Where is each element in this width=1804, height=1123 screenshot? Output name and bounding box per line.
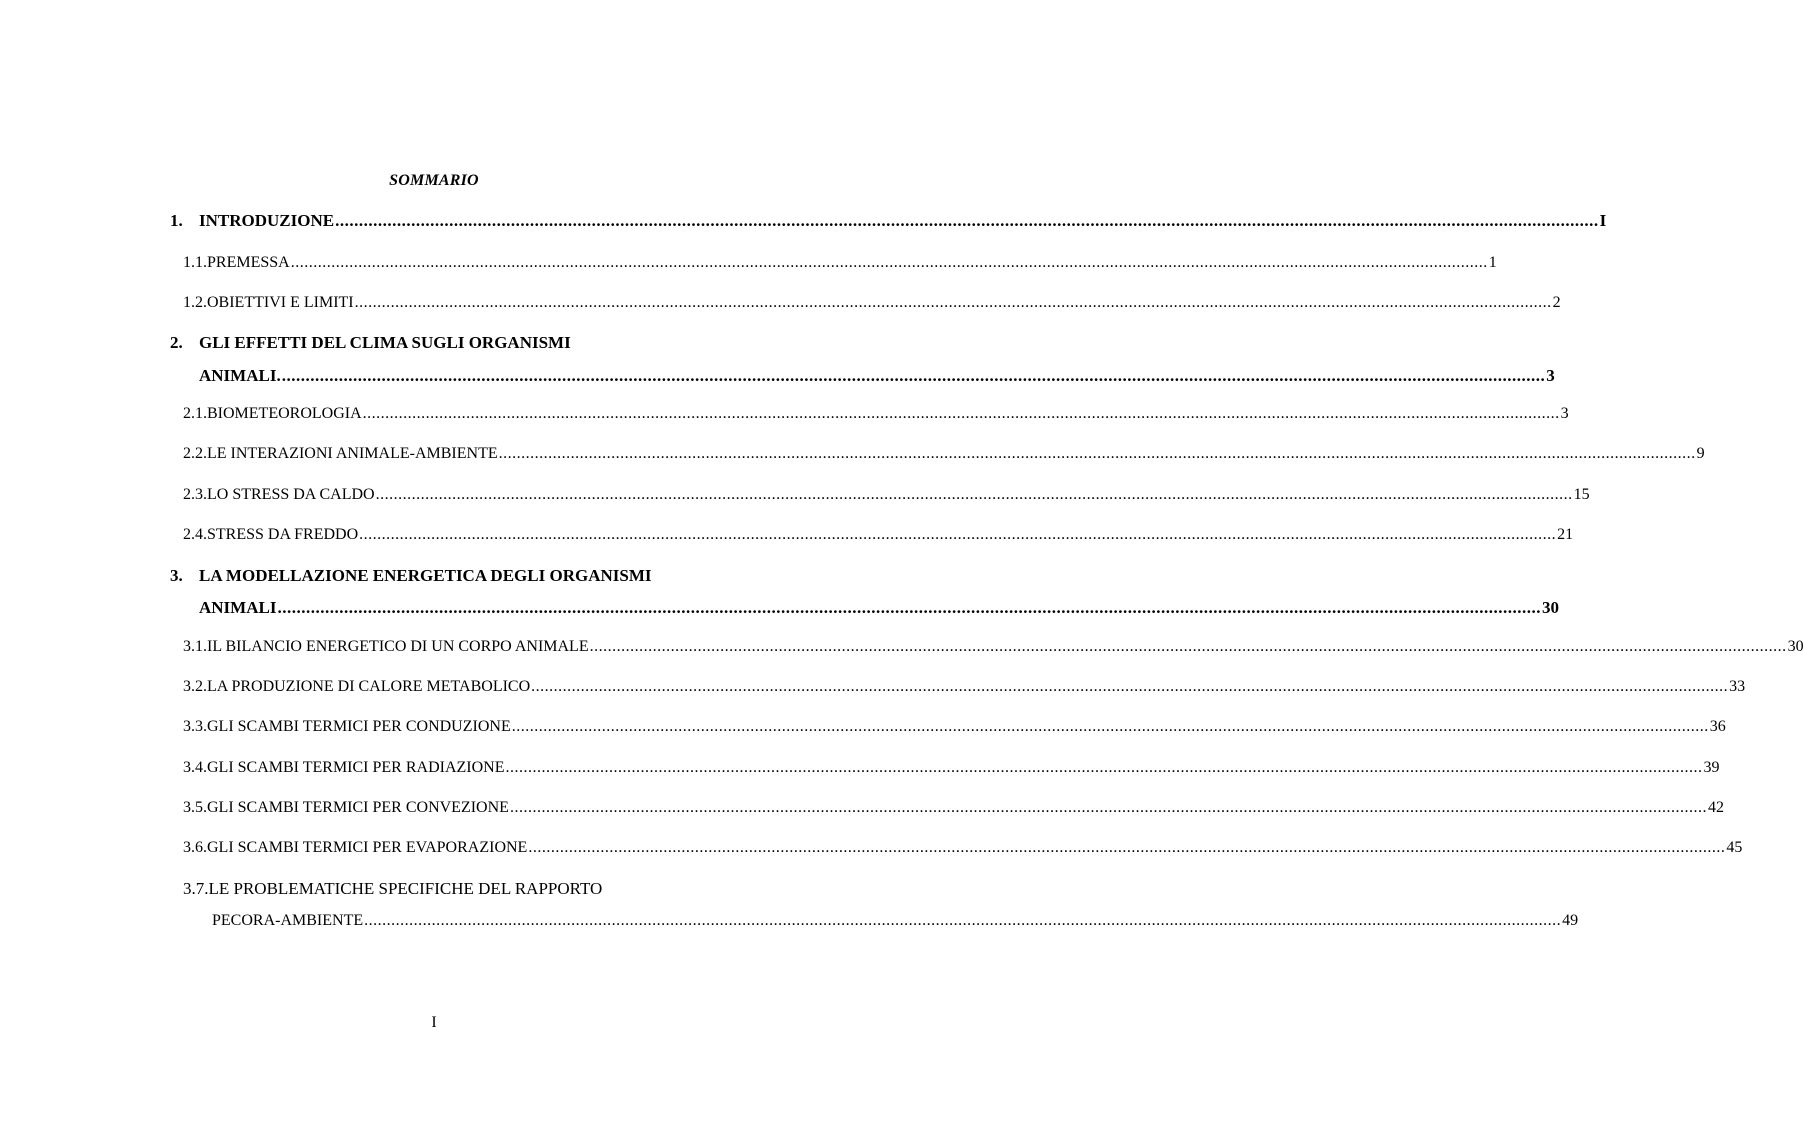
toc-page-number: 15 xyxy=(1573,486,1590,503)
leader-dots: .......................................................................................................................................................................................................................................................................... xyxy=(511,718,1709,735)
toc-entry-section-3-7-line1[interactable]: 3.7.LE PROBLEMATICHE SPECIFICHE DEL RAPPORTO xyxy=(183,879,603,898)
leader-dots: .......................................................................................................................................................................................................................................................................... xyxy=(589,638,1787,655)
toc-entry-label: 3.2.LA PRODUZIONE DI CALORE METABOLICO xyxy=(183,678,531,695)
toc-page-number: 21 xyxy=(1557,526,1574,543)
toc-entry-section-3-3[interactable] xyxy=(183,718,1726,736)
page-title: SOMMARIO xyxy=(389,172,479,189)
toc-entry-label: 1.2.OBIETTIVI E LIMITI xyxy=(183,294,354,311)
toc-page-number: 33 xyxy=(1729,678,1746,695)
toc-entry-label: INTRODUZIONE xyxy=(199,211,335,230)
toc-page-number: 2 xyxy=(1552,294,1561,311)
toc-entry-label: PECORA-AMBIENTE xyxy=(212,912,364,929)
chapter-number: 1. xyxy=(170,211,183,230)
toc-entry-section-3-6[interactable] xyxy=(183,839,1743,857)
leader-dots: .......................................................................................................................................................................................................................................................................... xyxy=(531,678,1729,695)
toc-entry-label: 2.3.LO STRESS DA CALDO xyxy=(183,486,375,503)
toc-entry-section-3-1[interactable] xyxy=(183,638,1804,656)
toc-entry-label: 1.1.PREMESSA xyxy=(183,254,290,271)
toc-entry-chapter-1[interactable] xyxy=(199,211,1607,231)
toc-page-number: 30 xyxy=(1541,598,1559,617)
toc-entry-section-3-4[interactable] xyxy=(183,759,1720,777)
toc-entry-label: 3.1.IL BILANCIO ENERGETICO DI UN CORPO ANIMALE xyxy=(183,638,589,655)
toc-entry-label: 2.1.BIOMETEOROLOGIA xyxy=(183,405,362,422)
leader-dots: .......................................................................................................................................................................................................................................................................... xyxy=(375,486,1573,503)
toc-entry-label: 2.2.LE INTERAZIONI ANIMALE-AMBIENTE xyxy=(183,445,498,462)
leader-dots: .......................................................................................................................................................................................................................................................................... xyxy=(281,366,1546,385)
toc-entry-section-2-4[interactable] xyxy=(183,526,1574,544)
toc-entry-chapter-2-line1[interactable]: GLI EFFETTI DEL CLIMA SUGLI ORGANISMI xyxy=(199,333,571,352)
toc-entry-section-1-2[interactable] xyxy=(183,294,1561,312)
toc-entry-section-2-2[interactable] xyxy=(183,445,1705,463)
toc-page-number: 42 xyxy=(1707,799,1724,816)
leader-dots: .......................................................................................................................................................................................................................................................................... xyxy=(359,526,1557,543)
leader-dots: .......................................................................................................................................................................................................................................................................... xyxy=(354,294,1552,311)
leader-dots: .......................................................................................................................................................................................................................................................................... xyxy=(364,912,1562,929)
toc-entry-label: 3.4.GLI SCAMBI TERMICI PER RADIAZIONE xyxy=(183,759,505,776)
toc-page-number: 36 xyxy=(1709,718,1726,735)
toc-entry-section-1-1[interactable] xyxy=(183,254,1497,272)
toc-entry-label: ANIMALI. xyxy=(199,366,281,385)
toc-page-number: 3 xyxy=(1546,366,1555,385)
toc-entry-chapter-3-line1[interactable]: LA MODELLAZIONE ENERGETICA DEGLI ORGANISMI xyxy=(199,566,652,585)
toc-page-number: 39 xyxy=(1703,759,1720,776)
toc-page-number: 3 xyxy=(1560,405,1569,422)
toc-entry-section-3-2[interactable] xyxy=(183,678,1746,696)
toc-entry-chapter-2[interactable] xyxy=(199,366,1555,386)
chapter-number: 3. xyxy=(170,566,183,585)
leader-dots: .......................................................................................................................................................................................................................................................................... xyxy=(509,799,1707,816)
toc-entry-label: 3.5.GLI SCAMBI TERMICI PER CONVEZIONE xyxy=(183,799,509,816)
toc-entry-label: 3.6.GLI SCAMBI TERMICI PER EVAPORAZIONE xyxy=(183,839,528,856)
toc-page-number: 30 xyxy=(1787,638,1804,655)
chapter-number: 2. xyxy=(170,333,183,352)
leader-dots: .......................................................................................................................................................................................................................................................................... xyxy=(528,839,1726,856)
leader-dots: .......................................................................................................................................................................................................................................................................... xyxy=(362,405,1560,422)
toc-entry-section-2-3[interactable] xyxy=(183,486,1590,504)
leader-dots: .......................................................................................................................................................................................................................................................................... xyxy=(290,254,1488,271)
toc-page-number: 1 xyxy=(1488,254,1497,271)
toc-page-number: 49 xyxy=(1562,912,1579,929)
toc-page-number: 9 xyxy=(1696,445,1705,462)
toc-entry-section-3-7[interactable] xyxy=(212,912,1579,930)
leader-dots: .......................................................................................................................................................................................................................................................................... xyxy=(498,445,1696,462)
toc-entry-label: ANIMALI xyxy=(199,598,277,617)
leader-dots: .......................................................................................................................................................................................................................................................................... xyxy=(335,211,1599,230)
toc-entry-section-3-5[interactable] xyxy=(183,799,1724,817)
leader-dots: .......................................................................................................................................................................................................................................................................... xyxy=(277,598,1541,617)
toc-entry-label: 3.3.GLI SCAMBI TERMICI PER CONDUZIONE xyxy=(183,718,511,735)
toc-page-number: I xyxy=(1599,211,1607,230)
toc-page-number: 45 xyxy=(1726,839,1743,856)
toc-entry-label: 2.4.STRESS DA FREDDO xyxy=(183,526,359,543)
toc-entry-chapter-3[interactable] xyxy=(199,598,1559,618)
toc-entry-section-2-1[interactable] xyxy=(183,405,1569,423)
footer-page-number: I xyxy=(431,1014,437,1031)
leader-dots: .......................................................................................................................................................................................................................................................................... xyxy=(505,759,1703,776)
